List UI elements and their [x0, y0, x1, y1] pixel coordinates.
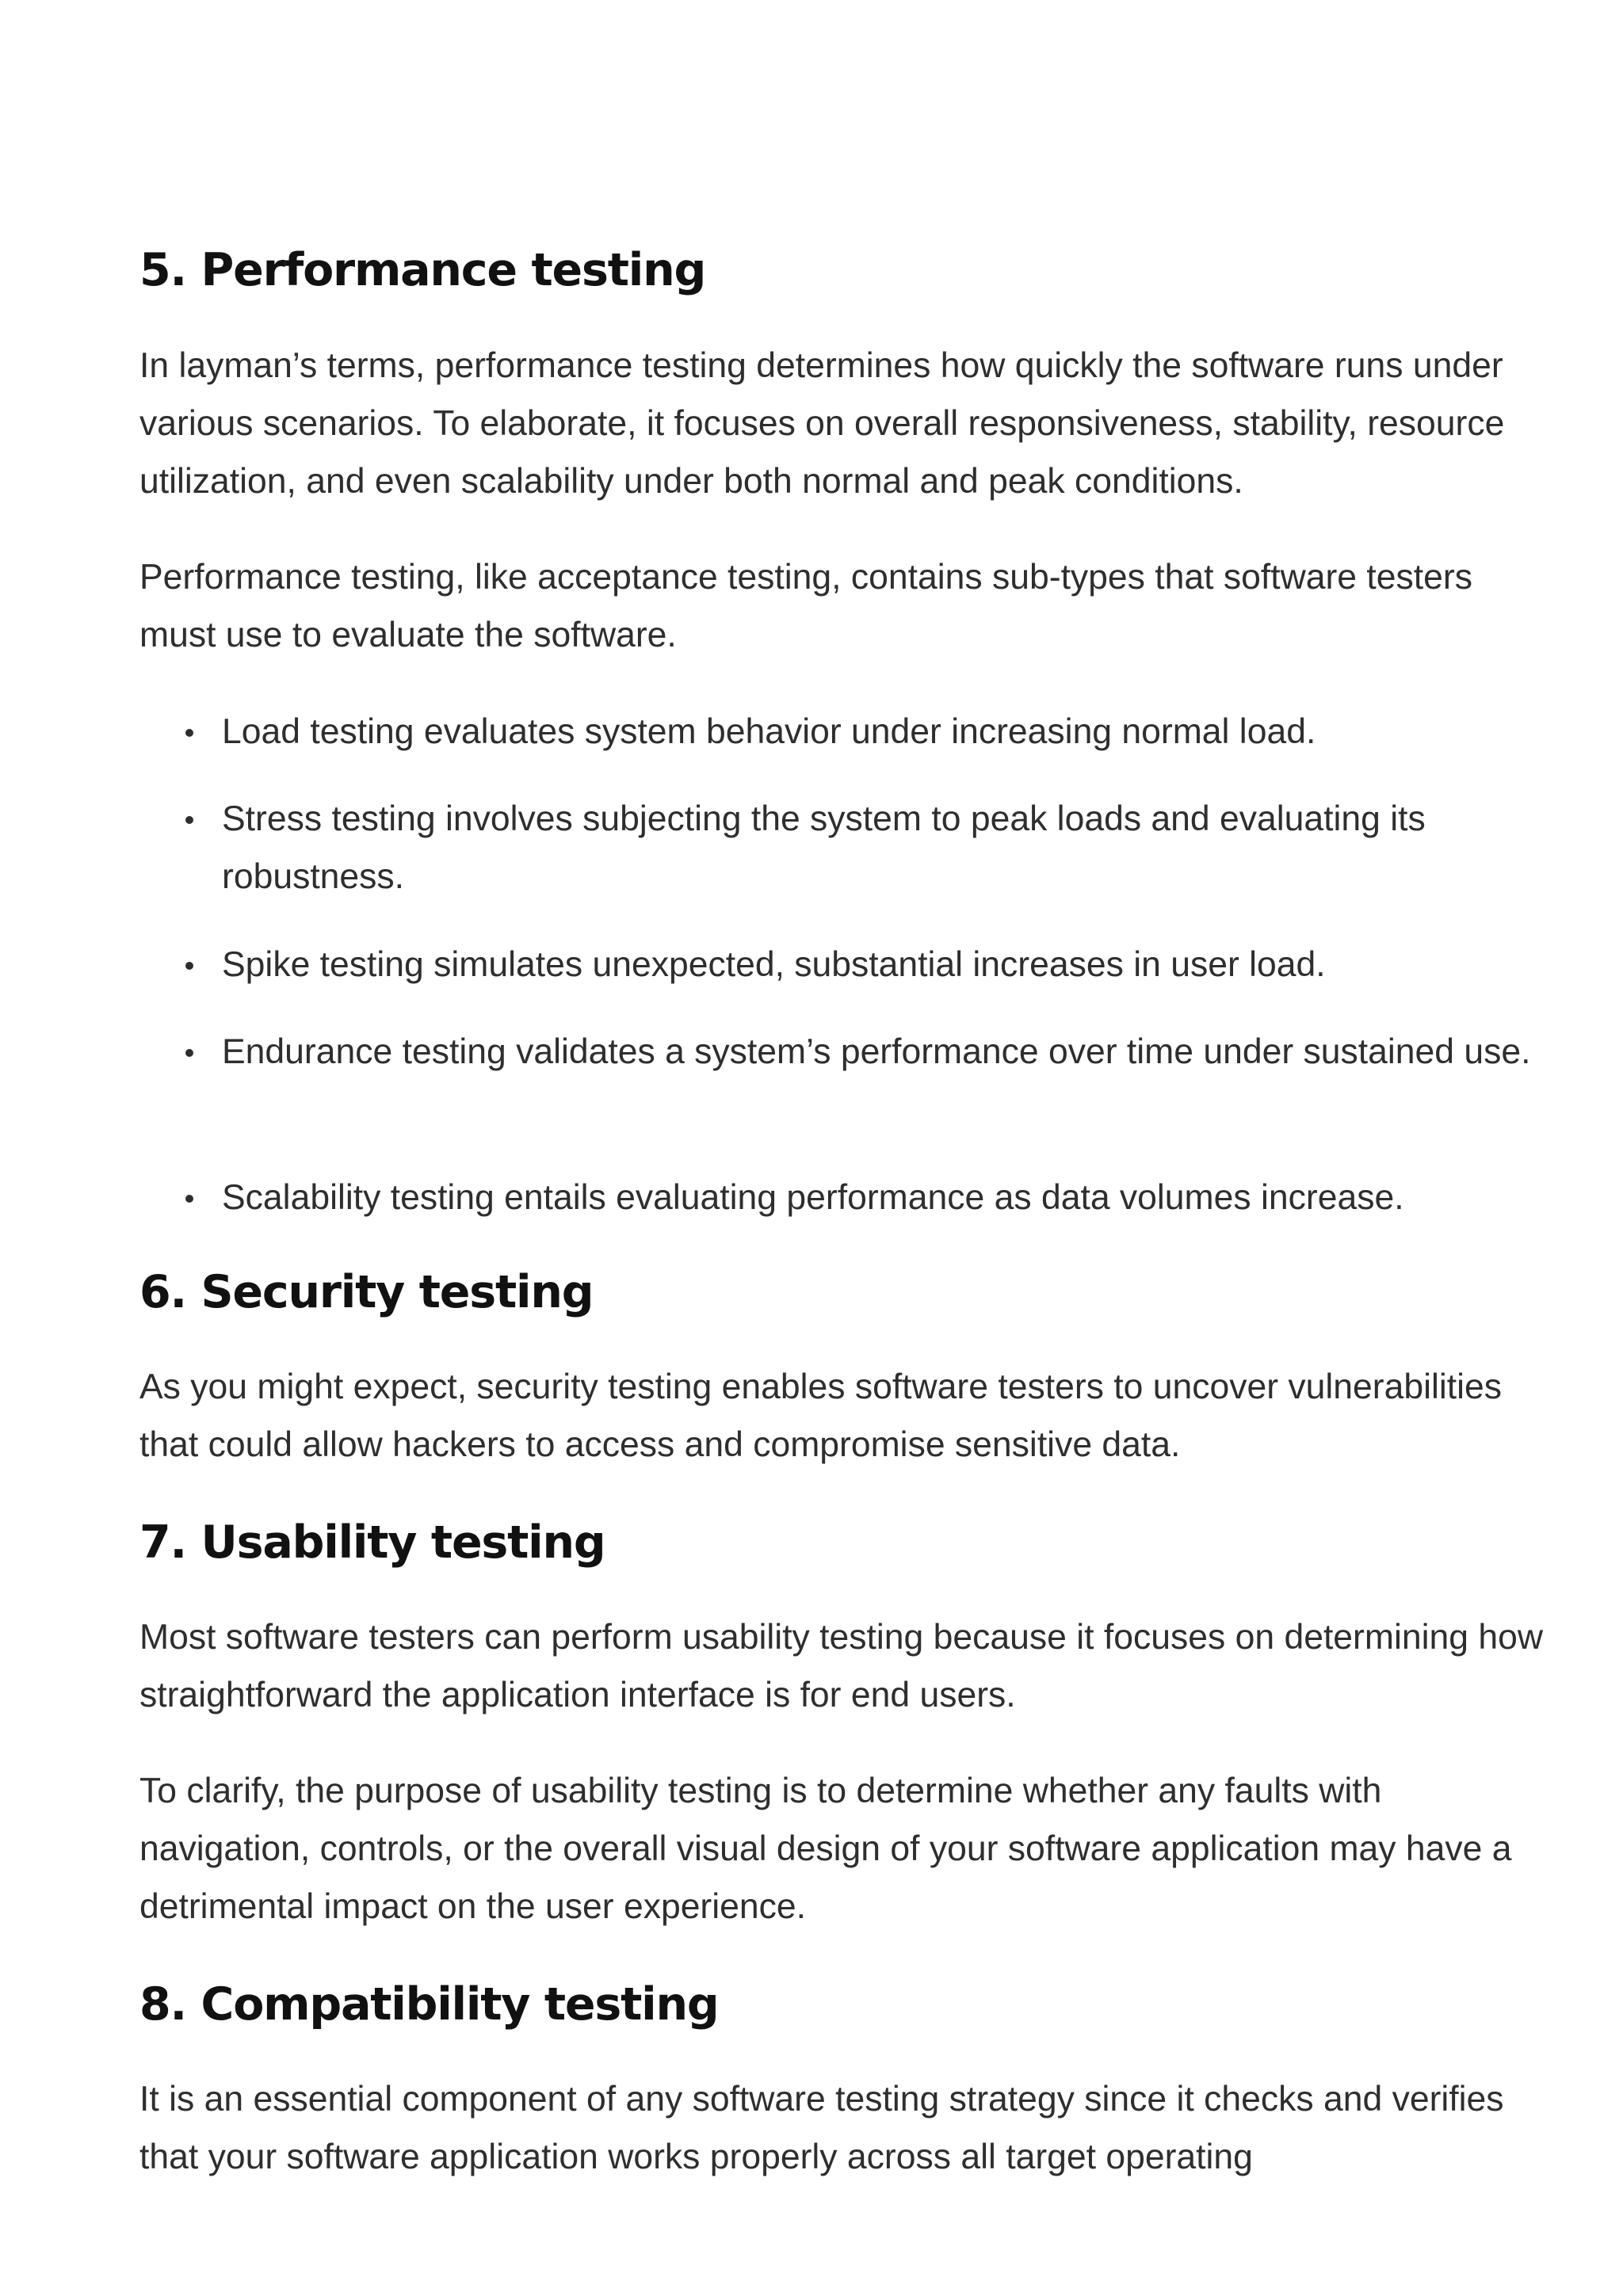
paragraph-usability-intro: Most software testers can perform usability testing because it focuses on determining how straightforward the application interface is for end users.: [139, 1618, 1543, 1714]
list-item-text: Spike testing simulates unexpected, substantial increases in user load.: [222, 945, 1326, 984]
list-item-text: Endurance testing validates a system’s performance over time under sustained use.: [222, 1032, 1531, 1071]
paragraph-compatibility: It is an essential component of any software testing strategy since it checks and verifies that your software application works properly across all target operating: [139, 2080, 1504, 2176]
list-item: [139, 1169, 1550, 1226]
bullet-icon: [185, 729, 193, 737]
section-heading-compatibility-testing: 8. Compatibility testing: [139, 1978, 719, 2031]
paragraph-security: As you might expect, security testing enables software testers to uncover vulnerabilities that could allow hackers to access and compromise sensitive data.: [139, 1367, 1503, 1464]
list-item: [139, 703, 1550, 761]
list-item: [139, 790, 1550, 906]
paragraph-performance-intro: In layman’s terms, performance testing determines how quickly the software runs under various scenarios. To elaborate, it focuses on overall responsiveness, stability, resource utilization, and even scalability under both normal and peak conditions.: [139, 346, 1505, 501]
section-heading-usability-testing: 7. Usability testing: [139, 1516, 605, 1569]
bullet-icon: [185, 816, 193, 824]
list-item: [139, 936, 1550, 994]
paragraph-usability-purpose: To clarify, the purpose of usability testing is to determine whether any faults with navigation, controls, or the overall visual design of your software application may have a detrimental impact on the user experience.: [139, 1772, 1512, 1926]
list-item-text: Load testing evaluates system behavior under increasing normal load.: [222, 712, 1316, 751]
paragraph-performance-subtypes: Performance testing, like acceptance testing, contains sub-types that software testers must use to evaluate the software.: [139, 558, 1472, 654]
bullet-icon: [185, 962, 193, 970]
section-heading-security-testing: 6. Security testing: [139, 1266, 594, 1318]
bullet-icon: [185, 1049, 193, 1057]
section-heading-performance-testing: 5. Performance testing: [139, 244, 706, 296]
list-item-text: Stress testing involves subjecting the system to peak loads and evaluating its robustness.: [222, 799, 1426, 896]
bullet-icon: [185, 1195, 193, 1203]
list-item-text: Scalability testing entails evaluating performance as data volumes increase.: [222, 1178, 1404, 1217]
list-item: [139, 1023, 1550, 1081]
